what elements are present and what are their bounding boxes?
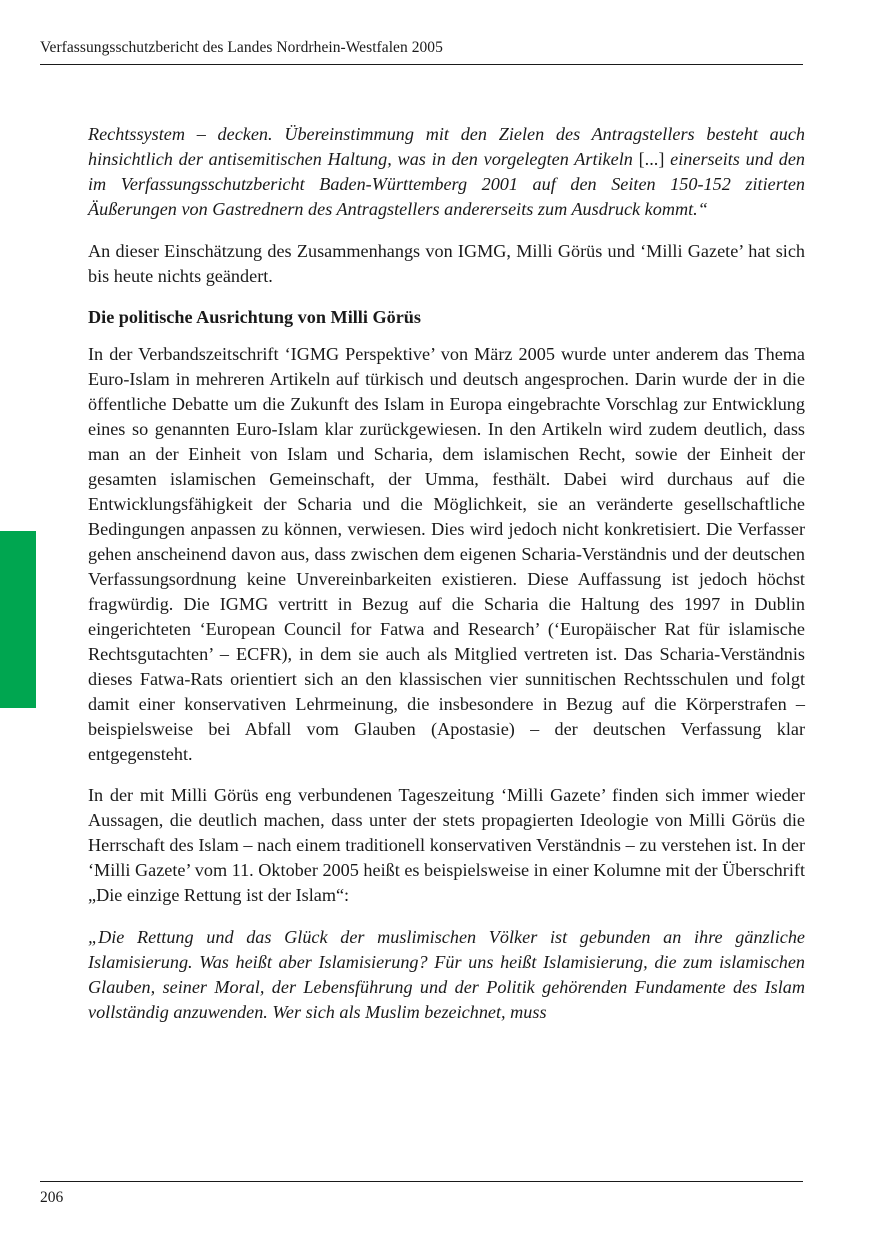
paragraph-political-orientation: In der Verbandszeitschrift ‘IGMG Perspektive’ von März 2005 wurde unter anderem das Thema Euro-Islam in mehreren Artikeln auf türkisch und deutsch angesprochen. Darin wurde der in die öffentliche Debatte um die Zukunft des Islam in Europa eingebrachte Vorschlag zur Entwicklung eines so genannten Euro-Islam klar zurückgewiesen. In den Artikeln wird zudem deutlich, dass man an der Einheit von Islam und Scharia, dem islamischen Recht, sowie der Einheit der gesamten islamischen Gemeinschaft, der Umma, festhält. Dabei wird durchaus auf die Entwicklungsfähigkeit der Scharia und die Möglichkeit, sie an veränderte gesellschaftliche Bedingungen anpassen zu können, verwiesen. Dies wird jedoch nicht konkretisiert. Die Verfasser gehen anscheinend davon aus, dass zwischen dem eigenen Scharia-Verständnis und der deutschen Verfassungsordnung keine Unvereinbarkeiten existieren. Diese Auffassung ist jedoch höchst fragwürdig. Die IGMG vertritt in Bezug auf die Scharia die Haltung des 1997 in Dublin eingerichteten ‘European Council for Fatwa and Research’ (‘Europäischer Rat für islamische Rechtsgutachten’ – ECFR), in dem sie auch als Mitglied vertreten ist. Das Scharia-Verständnis dieses Fatwa-Rats orientiert sich an den klassischen vier sunnitischen Rechtsschulen und folgt damit einer konservativen Lehrmeinung, die insbesondere in Bezug auf die Körperstrafen – beispielsweise bei Abfall vom Glauben (Apostasie) – der deutschen Verfassung klar entgegensteht. <box>88 344 805 764</box>
quote1-ellipsis: [...] <box>638 149 665 169</box>
page-content <box>88 122 805 1025</box>
quote1-text-a: Rechtssystem – decken. Übereinstimmung mit den Zielen des Antragstellers besteht auch hinsichtlich der antisemitischen Haltung, was in den vorgelegten Artikeln <box>88 124 805 169</box>
footer-rule <box>40 1181 803 1182</box>
paragraph-milli-gazete: In der mit Milli Görüs eng verbundenen Tageszeitung ‘Milli Gazete’ finden sich immer wieder Aussagen, die deutlich machen, dass unter der stets propagierten Ideologie von Milli Görüs die Herrschaft des Islam – nach einem traditionell konservativen Verständnis – zu verstehen ist. In der ‘Milli Gazete’ vom 11. Oktober 2005 heißt es beispielsweise in einer Kolumne mit der Überschrift „Die einzige Rettung ist der Islam“: <box>88 785 805 905</box>
quote-block-2: „Die Rettung und das Glück der muslimischen Völker ist gebunden an ihre gänzliche Islamisierung. Was heißt aber Islamisierung? Für uns heißt Islamisierung, die zum islamischen Glauben, seiner Moral, der Lebensführung und der Politik gehörenden Fundamente des Islam vollständig anzuwenden. Wer sich als Muslim bezeichnet, muss <box>88 927 805 1022</box>
chapter-side-tab <box>0 531 36 708</box>
running-header: Verfassungsschutzbericht des Landes Nordrhein-Westfalen 2005 <box>40 39 443 56</box>
section-heading: Die politische Ausrichtung von Milli Görüs <box>88 307 421 327</box>
quote1-text-b: einerseits und den im Verfassungsschutzbericht Baden-Württemberg 2001 auf den Seiten 150-152 zitierten Äußerungen von Gastrednern des Antragstellers andererseits zum Ausdruck kommt.“ <box>88 149 805 219</box>
paragraph-igmg-assessment: An dieser Einschätzung des Zusammenhangs von IGMG, Milli Görüs und ‘Milli Gazete’ hat sich bis heute nichts geändert. <box>88 241 805 286</box>
page-number: 206 <box>40 1189 64 1206</box>
header-rule <box>40 64 803 65</box>
quote-block-1 <box>88 122 805 222</box>
